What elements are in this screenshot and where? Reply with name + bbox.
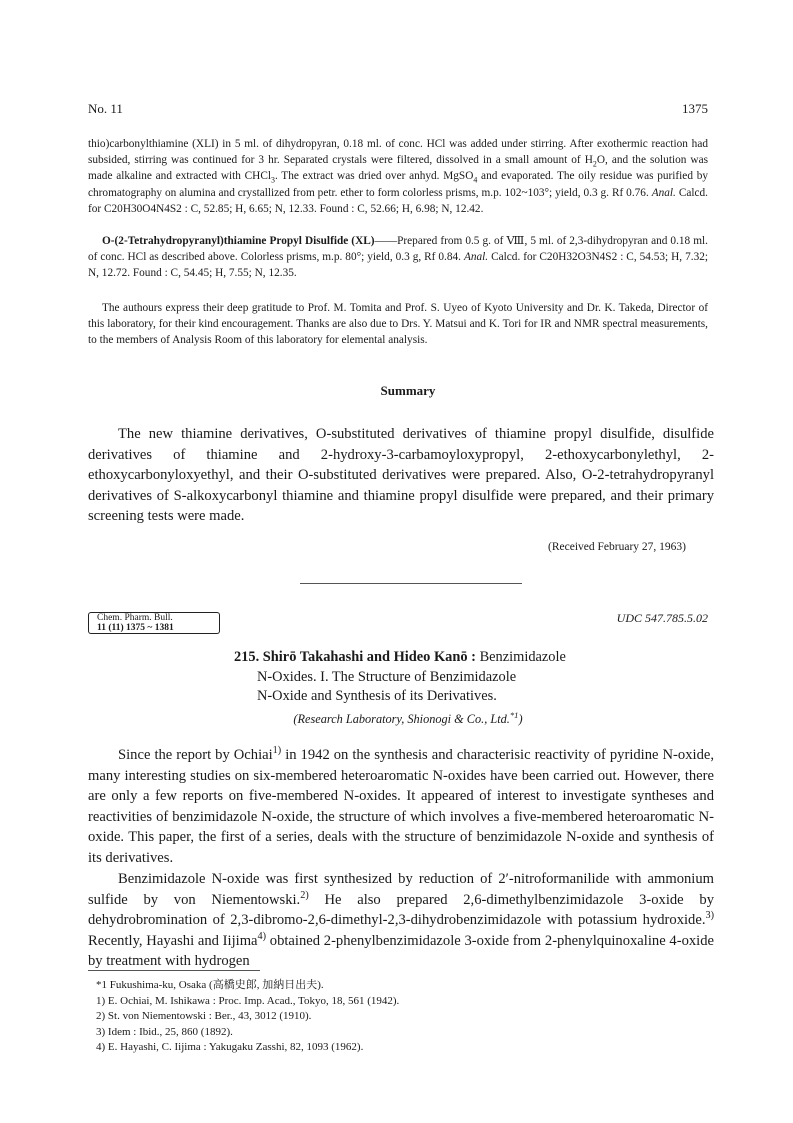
compound-heading: O-(2-Tetrahydropyranyl)thiamine Propyl Disulfide (XL) — [102, 235, 375, 247]
ref-3: 3) — [705, 910, 714, 922]
acknowledgement: The authours express their deep gratitude to Prof. M. Tomita and Prof. S. Uyeo of Kyoto University and Dr. K. Takeda, Director of this laboratory, for their kind encouragement. Thanks are also due to Drs. Y. Matsui and K. Tori for IR and NMR spectral measurements, to the members of Analysis Room of this laboratory for elemental analysis. — [88, 302, 708, 347]
intro-paragraph-1: Since the report by Ochiai$^{1)}$ in 1942 on the synthesis and characterisic reactivity of pyridine N-oxide, many interesting studies on six-membered heteroaromatic N-oxides have been carried out. However, there are only a few reports on five-membered N-oxides. It appeared of interest to investigate syntheses and reactivities of benzimidazole N-oxide, the structure of which involves a five-membered heteroaromatic N-oxide. This paper, the first of a series, deals with the structure of benzimidazole N-oxide and synthesis of its derivatives. — [88, 745, 714, 866]
article-title-line-1: Benzimidazole — [479, 649, 566, 665]
journal-citation — [88, 612, 238, 634]
footnote-ref-1: 1) E. Ochiai, M. Ishikawa : Proc. Imp. Acad., Tokyo, 18, 561 (1942). — [96, 994, 400, 1007]
footnote-affiliation: *1 Fukushima-ku, Osaka (高橋史郎, 加納日出夫). — [96, 979, 324, 991]
journal-name: Chem. Pharm. Bull. — [97, 613, 173, 623]
ref-1: 1) — [272, 745, 282, 757]
article-title-line-3: N-Oxide and Synthesis of its Derivatives. — [257, 688, 497, 704]
summary-text: The new thiamine derivatives, O-substituted derivatives of thiamine propyl disulfide, disulfide derivatives of thiamine and 2-hydroxy-3-carbamoyloxypropyl, 2-ethoxycarbonylethyl, 2-ethoxycarbonyloxyethyl, and their O-substituted derivatives were prepared. Also, O-2-tetrahydropyranyl derivatives of S-alkoxycarbonyl thiamine and thiamine propyl disulfide were prepared, and their primary screening tests were made. — [88, 426, 714, 525]
article-title-block — [228, 648, 708, 707]
issue-number: No. 11 — [88, 101, 123, 116]
affiliation: (Research Laboratory, Shionogi & Co., Ltd.$^{*1}$) — [293, 709, 523, 726]
ref-4: 4) — [257, 930, 267, 942]
received-date: (Received February 27, 1963) — [548, 541, 686, 553]
summary-heading: Summary — [380, 383, 436, 398]
footnote-ref-3: 3) Idem : Ibid., 25, 860 (1892). — [96, 1025, 233, 1038]
footnote-ref-2: 2) St. von Niementowski : Ber., 43, 3012 (1910). — [96, 1010, 312, 1023]
page-number: 1375 — [682, 101, 708, 116]
footnote-ref-4: 4) E. Hayashi, C. Iijima : Yakugaku Zasshi, 82, 1093 (1962). — [96, 1041, 364, 1054]
intro-paragraph-2: Benzimidazole N-oxide was first synthesized by reduction of 2′-nitroformanilide with ammonium sulfide by von Niementowski.$^{2)}$ He also prepared 2,6-dimethylbenzimidazole 3-oxide by dehydrobromination of 2,3-dibromo-2,6-dimethyl-2,3-dihydrobenzimidazole with potassium hydroxide.$^{3)}$ Recently, Hayashi and Iijima$^{4)}$ obtained 2-phenylbenzimidazole 3-oxide from 2-phenylquinoxaline 4-oxide by treatment with hydrogen — [88, 871, 714, 970]
ref-2: 2) — [300, 889, 309, 901]
prev-article-paragraph-1: thio)carbonylthiamine (XLI) in 5 ml. of dihydropyran, 0.18 ml. of conc. HCl was added under stirring. After exothermic reaction had subsided, stirring was continued for 3 hr. Separated crystals were filtered, dissolved in a small amount of $H_2O$, and the solution was made alkaline and extracted with CHCl$_3$. The extract was dried over anhyd. MgSO$_4$ and evaporated. The oily residue was purified by chromatography on alumina and crystallized from petr. ether to form colorless prisms, m.p. 102~103°; yield, 0.3 g. Rf 0.76. Anal. Calcd. for C20H30O4N4S2 : C, 52.85; H, 6.65; N, 12.33. Found : C, 52.66; H, 6.98; N, 12.42. — [88, 138, 709, 215]
journal-volume-pages: 11 (11) 1375 ~ 1381 — [97, 623, 174, 633]
udc-code: UDC 547.785.5.02 — [616, 611, 708, 625]
prev-article-paragraph-2: O-(2-Tetrahydropyranyl)thiamine Propyl Disulfide (XL)——Prepared from 0.5 g. of Ⅷ, 5 ml. of 2,3-dihydropyran and 0.18 ml. of conc. HCl as described above. Colorless prisms, m.p. 80°; yield, 0.3 g, Rf 0.84. Anal. Calcd. for C20H32O3N4S2 : C, 54.53; H, 7.32; N, 12.72. Found : C, 54.45; H, 7.55; N, 12.35. — [88, 235, 709, 280]
footnotes — [96, 978, 696, 1056]
article-number: 215. — [234, 649, 260, 665]
article-title-line-2: N-Oxides. I. The Structure of Benzimidazole — [257, 668, 517, 685]
footnote-divider — [88, 970, 260, 971]
article-authors: Shirō Takahashi and Hideo Kanō : — [262, 649, 476, 665]
section-divider — [300, 583, 522, 584]
